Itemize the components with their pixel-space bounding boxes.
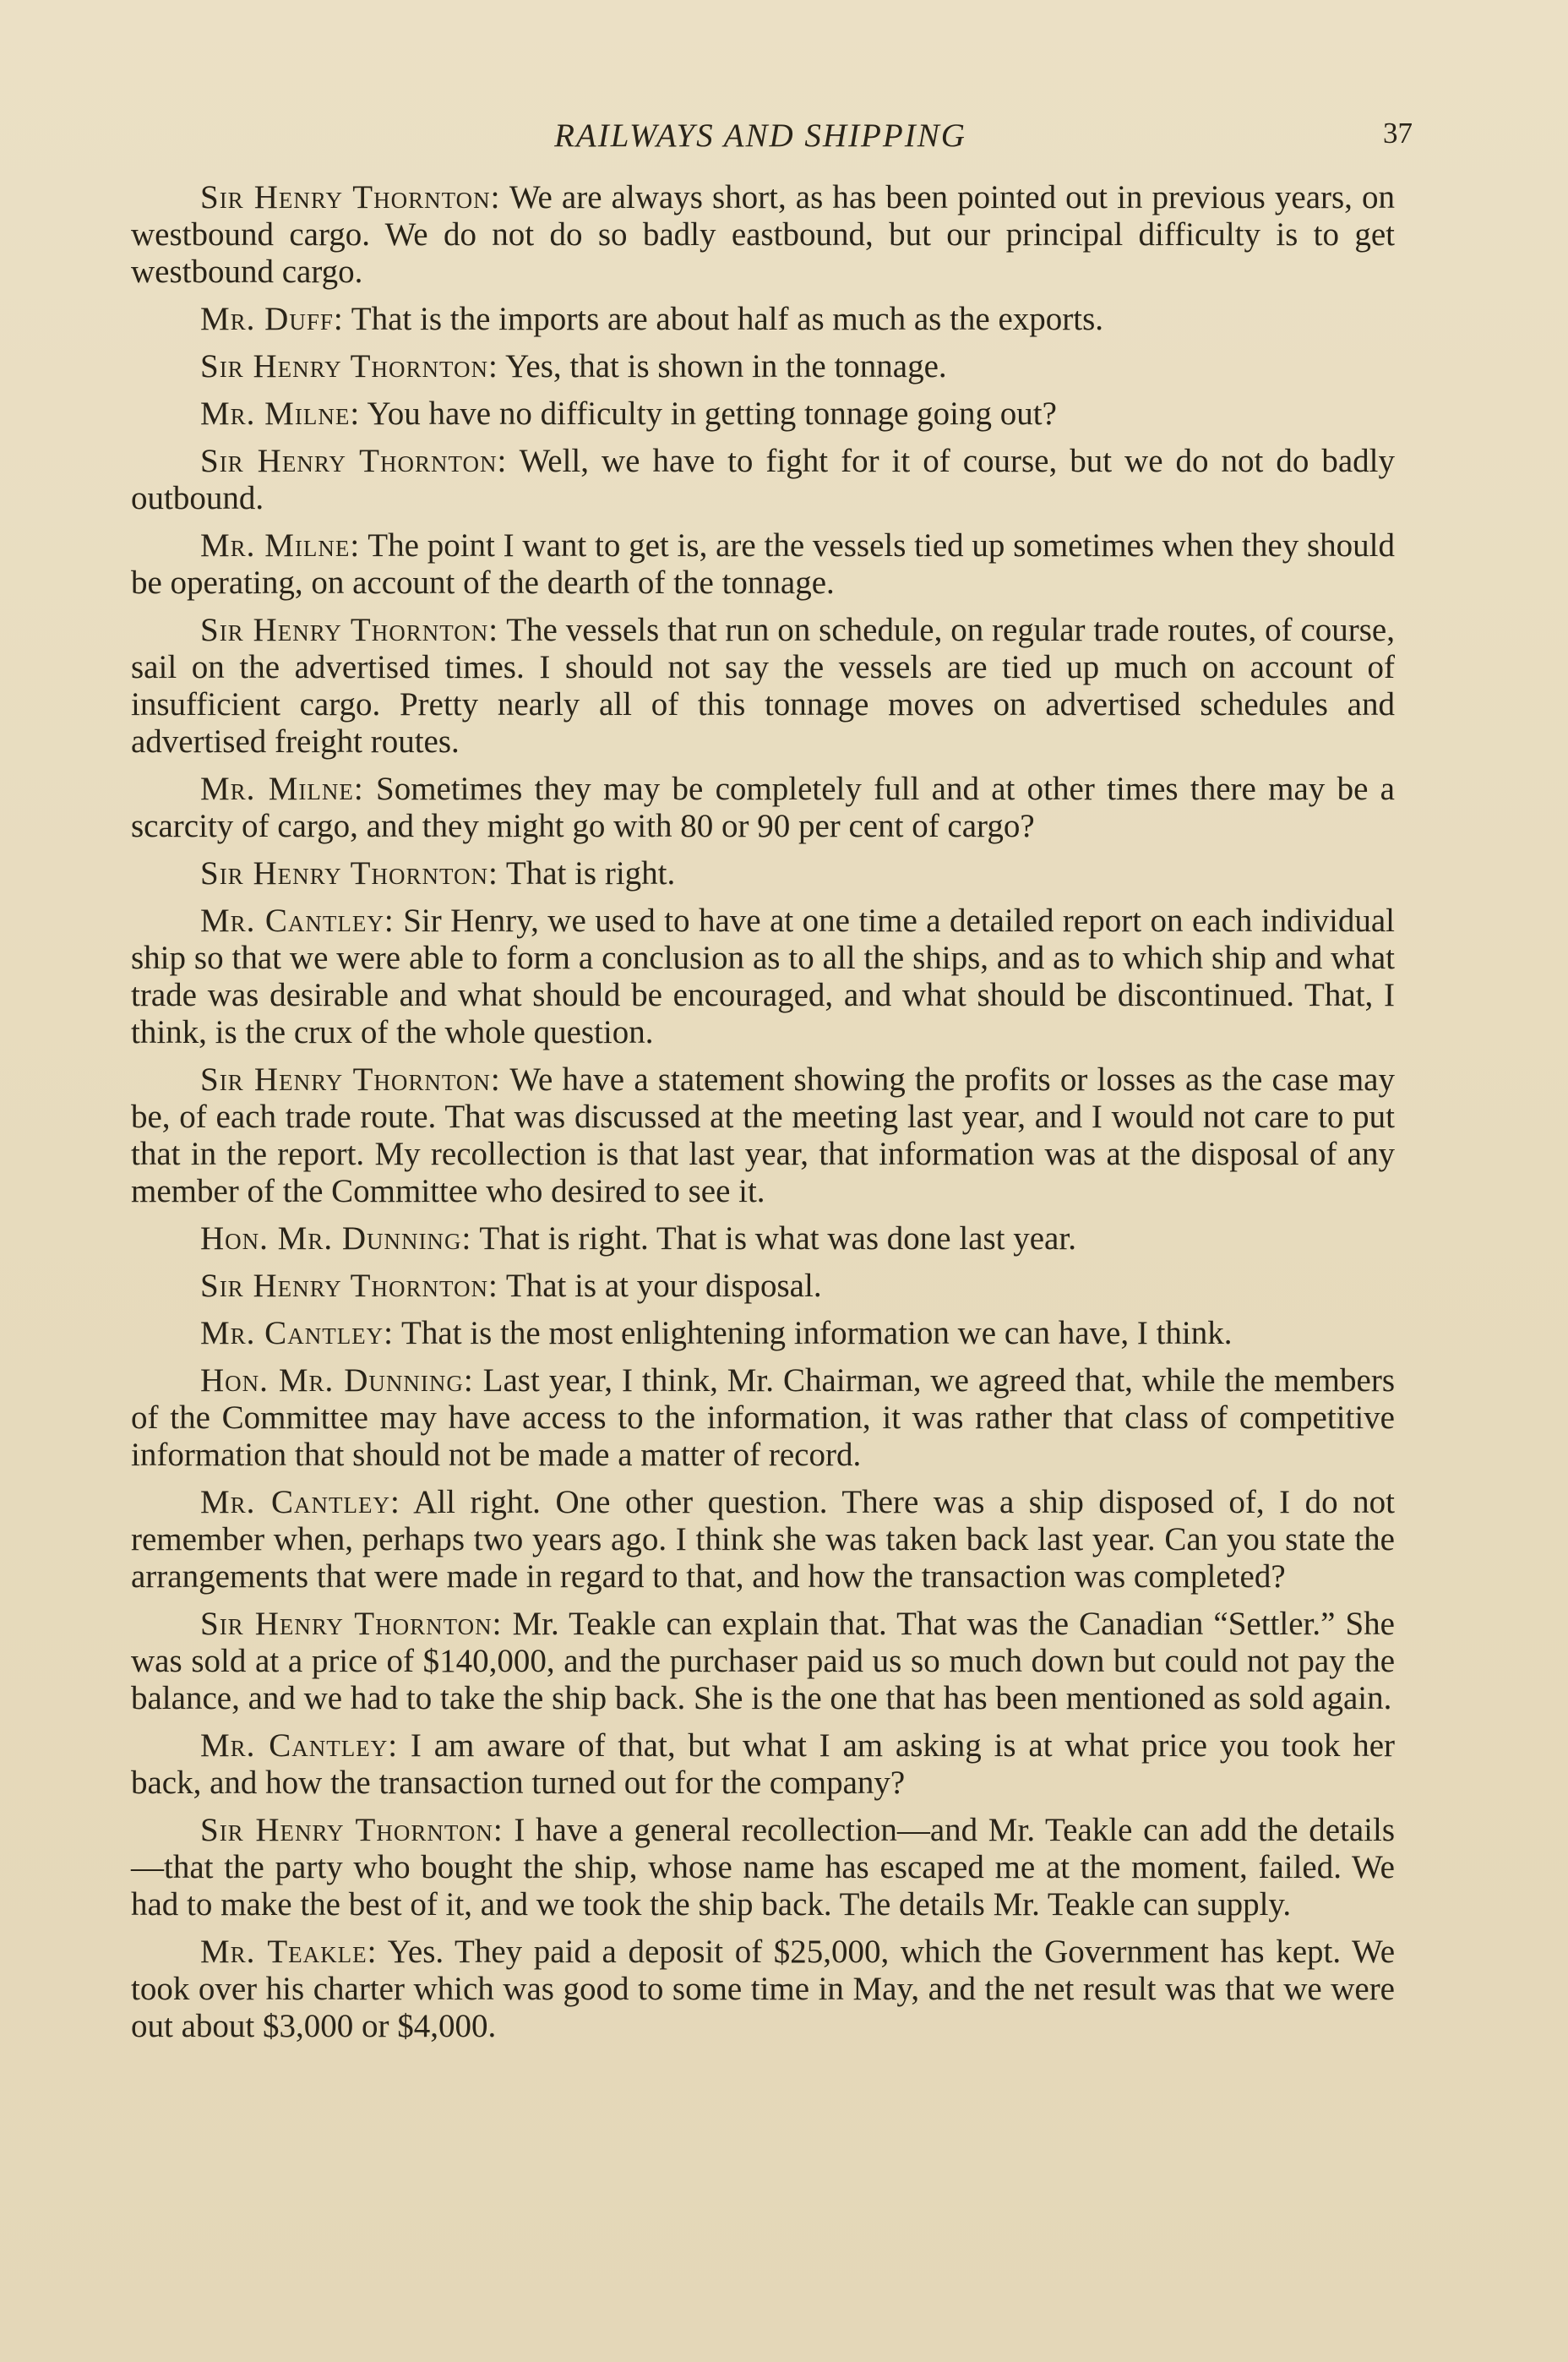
speech-text: Sir Henry, we used to have at one time a detailed report on each individual ship so that we were able to form a conclusion as to all the ships, and as to which ship and what trade was desirable and what should be encouraged, and what should be discontinued. That, I think, is the crux of the whole question. (131, 903, 1395, 1050)
speaker-name: Sir Henry Thornton: (200, 855, 498, 892)
speech-text: I am aware of that, but what I am asking is at what price you took her back, and how the transaction turned out for the company? (131, 1727, 1395, 1801)
transcript-paragraph (131, 1061, 1395, 1210)
speaker-name: Mr. Teakle: (200, 1934, 378, 1970)
page-number: 37 (1383, 117, 1413, 150)
speech-text: You have no difficulty in getting tonnage going out? (360, 395, 1057, 432)
speaker-name: Sir Henry Thornton: (200, 443, 508, 479)
speaker-name: Sir Henry Thornton: (200, 1061, 501, 1098)
speech-text: Last year, I think, Mr. Chairman, we agreed that, while the members of the Committee may have access to the information, it was rather that class of competitive information that should not be made a matter of record. (131, 1362, 1395, 1473)
transcript-body (131, 179, 1395, 2055)
speech-text: We are always short, as has been pointed out in previous years, on westbound cargo. We do not do so badly eastbound, but our principal difficulty is to get westbound cargo. (131, 179, 1395, 290)
speaker-name: Hon. Mr. Dunning: (200, 1362, 474, 1399)
speaker-name: Mr. Cantley: (200, 903, 395, 939)
speaker-name: Mr. Cantley: (200, 1727, 399, 1764)
speech-text: That is the imports are about half as much as the exports. (343, 301, 1104, 337)
speech-text: We have a statement showing the profits or losses as the case may be, of each trade route. That was discussed at the meeting last year, and I would not care to put that in the report. My recollection is that last year, that information was at the disposal of any member of the Committee who desired to see it. (131, 1061, 1395, 1209)
speaker-name: Mr. Cantley: (200, 1315, 395, 1351)
speaker-name: Mr. Milne: (200, 395, 361, 432)
speech-text: The vessels that run on schedule, on regular trade routes, of course, sail on the advertised times. I should not say the vessels are tied up much on account of insufficient cargo. Pretty nearly all of this tonnage moves on advertised schedules and advertised freight routes. (131, 612, 1395, 760)
speaker-name: Sir Henry Thornton: (200, 1812, 504, 1848)
transcript-paragraph (131, 771, 1395, 845)
transcript-paragraph (131, 1362, 1395, 1474)
speaker-name: Sir Henry Thornton: (200, 612, 499, 648)
speaker-name: Mr. Cantley: (200, 1484, 400, 1520)
transcript-paragraph (131, 1315, 1395, 1352)
speaker-name: Sir Henry Thornton: (200, 179, 501, 215)
running-title: RAILWAYS AND SHIPPING (554, 117, 966, 154)
transcript-paragraph (131, 1934, 1395, 2045)
transcript-paragraph (131, 348, 1395, 385)
speaker-name: Mr. Milne: (200, 771, 364, 807)
speaker-name: Sir Henry Thornton: (200, 1268, 498, 1304)
transcript-paragraph (131, 301, 1395, 338)
transcript-paragraph (131, 1484, 1395, 1596)
speech-text: That is right. That is what was done last year. (471, 1220, 1076, 1257)
speaker-name: Mr. Duff: (200, 301, 344, 337)
transcript-paragraph (131, 1268, 1395, 1305)
transcript-paragraph (131, 443, 1395, 517)
speaker-name: Sir Henry Thornton: (200, 348, 498, 385)
transcript-paragraph (131, 179, 1395, 291)
transcript-paragraph (131, 1812, 1395, 1923)
transcript-paragraph (131, 1220, 1395, 1257)
speaker-name: Hon. Mr. Dunning: (200, 1220, 472, 1257)
transcript-paragraph (131, 903, 1395, 1051)
speech-text: That is the most enlightening information we can have, I think. (394, 1315, 1233, 1351)
transcript-paragraph (131, 1727, 1395, 1802)
transcript-paragraph (131, 612, 1395, 761)
transcript-paragraph (131, 1606, 1395, 1717)
speech-text: That is right. (498, 855, 676, 892)
speech-text: I have a general recollection—and Mr. Teakle can add the details—that the party who bought the ship, whose name has escaped me at the moment, failed. We had to make the best of it, and we took the ship back. The details Mr. Teakle can supply. (131, 1812, 1395, 1923)
page-header (127, 117, 1413, 159)
speaker-name: Mr. Milne: (200, 527, 361, 564)
speech-text: Mr. Teakle can explain that. That was the Canadian “Settler.” She was sold at a price of $140,000, and the purchaser paid us so much down but could not pay the balance, and we had to take the ship back. She is the one that has been mentioned as sold again. (131, 1606, 1395, 1716)
speech-text: Yes. They paid a deposit of $25,000, which the Government has kept. We took over his charter which was good to some time in May, and the net result was that we were out about $3,000 or $4,000. (131, 1934, 1396, 2044)
speech-text: All right. One other question. There was a ship disposed of, I do not remember when, perhaps two years ago. I think she was taken back last year. Can you state the arrangements that were made in regard to that, and how the transaction was completed? (131, 1484, 1395, 1595)
speech-text: Sometimes they may be completely full and at other times there may be a scarcity of cargo, and they might go with 80 or 90 per cent of cargo? (131, 771, 1395, 844)
transcript-paragraph (131, 855, 1395, 892)
transcript-paragraph (131, 395, 1395, 433)
speech-text: The point I want to get is, are the vessels tied up sometimes when they should be operating, on account of the dearth of the tonnage. (131, 527, 1395, 601)
speech-text: Well, we have to fight for it of course, but we do not do badly outbound. (131, 443, 1395, 516)
speech-text: That is at your disposal. (498, 1268, 822, 1304)
transcript-paragraph (131, 527, 1395, 602)
speaker-name: Sir Henry Thornton: (200, 1606, 503, 1642)
speech-text: Yes, that is shown in the tonnage. (498, 348, 947, 385)
